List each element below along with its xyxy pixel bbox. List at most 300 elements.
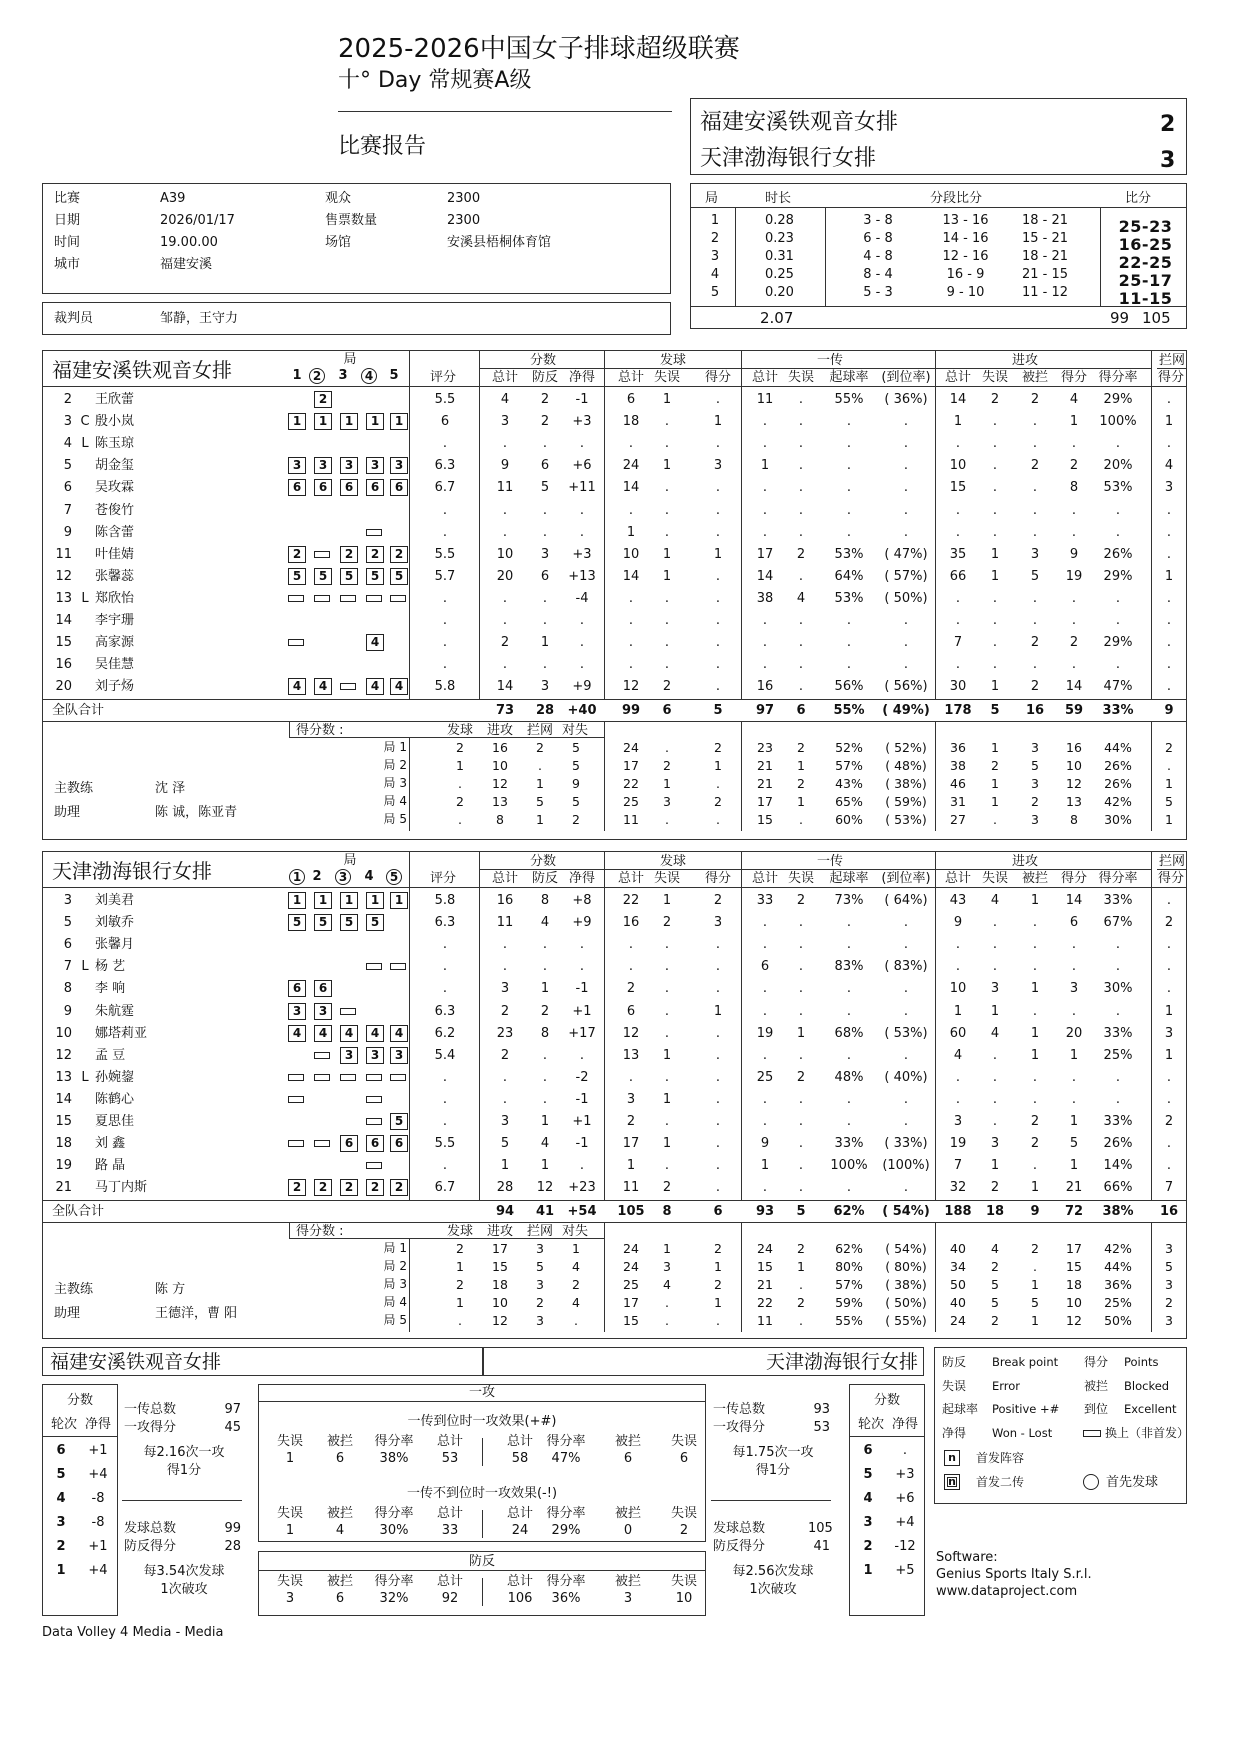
rotation-net: +4 bbox=[88, 1467, 108, 1482]
team_b-hdr-blk: 得分 bbox=[1158, 871, 1185, 886]
stat-s_tot: 22 bbox=[622, 893, 640, 908]
stat-r_err: . bbox=[798, 436, 804, 452]
player-number: 18 bbox=[55, 1136, 72, 1152]
set-s_tot: 15 bbox=[623, 1312, 639, 1328]
team_b-hdr-r_pos: 起球率 bbox=[829, 871, 869, 886]
set-s_pts: 2 bbox=[714, 740, 722, 756]
stat-s_pts: 1 bbox=[713, 1003, 723, 1019]
v-rule bbox=[741, 1222, 742, 1332]
stat-s_err: 1 bbox=[662, 546, 672, 562]
stat-s_err: . bbox=[664, 590, 670, 606]
stat-blk: . bbox=[1166, 679, 1172, 695]
stat-r_exc: . bbox=[903, 1003, 909, 1019]
stat-pts: 5 bbox=[500, 1136, 510, 1152]
stat-a_blk: . bbox=[1032, 414, 1038, 430]
stat-a_pts: 1 bbox=[1069, 1158, 1079, 1174]
set-a_pct: 26% bbox=[1104, 758, 1132, 774]
stat-a_pts: 5 bbox=[1069, 1136, 1079, 1152]
set-s_err: 1 bbox=[663, 776, 671, 791]
set-a_blk: 2 bbox=[1031, 1241, 1039, 1257]
stat-s_pts: . bbox=[715, 502, 721, 518]
player-number: 12 bbox=[55, 1047, 72, 1063]
legend-desc: Positive +# bbox=[992, 1402, 1060, 1416]
legend-term: 失误 bbox=[942, 1378, 967, 1393]
stat-r_pos: . bbox=[846, 981, 852, 997]
stat-blk: . bbox=[1166, 392, 1172, 407]
stat-s_err: . bbox=[664, 959, 670, 975]
stat-s_pts: 2 bbox=[713, 893, 723, 908]
set-a_tot: 24 bbox=[950, 1312, 966, 1328]
stat-a_tot: . bbox=[955, 959, 961, 975]
stat-blk: . bbox=[1166, 613, 1172, 628]
v-rule bbox=[289, 1222, 290, 1239]
stat-r_tot: 9 bbox=[760, 1136, 770, 1152]
set-a_pct: 44% bbox=[1104, 740, 1132, 756]
h-rule bbox=[42, 887, 1187, 888]
sideout-ratio2: 得1分 bbox=[166, 1463, 202, 1478]
set-number: 1 bbox=[710, 213, 720, 228]
team_a-hdr-reception: 一传 bbox=[816, 353, 843, 368]
team_a-set-col-1: 1 bbox=[292, 368, 302, 383]
stat-r_pos: . bbox=[846, 524, 852, 540]
breakpoint-ratio: 每3.54次发球 bbox=[143, 1564, 225, 1579]
info-label: 比赛 bbox=[54, 191, 81, 206]
set-r_err: 1 bbox=[797, 758, 805, 774]
stat-s_tot: . bbox=[628, 937, 634, 953]
set-r_pos: 62% bbox=[835, 1241, 863, 1257]
starter-marker: 6 bbox=[288, 980, 306, 997]
set-a_blk: 2 bbox=[1031, 793, 1039, 809]
v-rule bbox=[741, 350, 742, 699]
stat-bp: 2 bbox=[540, 392, 550, 407]
col-header: 总计 bbox=[436, 1506, 463, 1521]
team_b-hdr-attack: 进攻 bbox=[1011, 854, 1038, 869]
legend-desc: Won - Lost bbox=[992, 1425, 1053, 1440]
info-label: 观众 bbox=[325, 191, 352, 206]
starter-marker: 4 bbox=[390, 678, 408, 695]
stat-s_tot: . bbox=[628, 613, 634, 628]
set-label: 局 1 bbox=[383, 1241, 407, 1256]
player-number: 2 bbox=[63, 392, 72, 407]
stat-r_exc: ( 53%) bbox=[884, 1025, 928, 1041]
info-label: 城市 bbox=[54, 257, 81, 272]
team_a-hdr-grade: 评分 bbox=[429, 370, 456, 385]
stat-r_exc: . bbox=[903, 915, 909, 931]
stat-s_pts: . bbox=[715, 937, 721, 953]
player-rotation bbox=[288, 524, 403, 542]
stat-a_err: . bbox=[992, 959, 998, 975]
rotation-number: 1 bbox=[863, 1563, 873, 1578]
player-rotation bbox=[288, 678, 403, 696]
stat-a_tot: 14 bbox=[949, 392, 967, 407]
stat-r_tot: . bbox=[762, 502, 768, 518]
stat-a_blk: . bbox=[1032, 613, 1038, 628]
player-number: 5 bbox=[63, 458, 72, 474]
starter-marker: 3 bbox=[314, 1003, 332, 1020]
starter-marker: 5 bbox=[288, 568, 306, 585]
stat-s_tot: . bbox=[628, 959, 634, 975]
set-s_err: 3 bbox=[663, 1259, 671, 1275]
set-a_err: 2 bbox=[991, 1259, 999, 1275]
stat-s_pts: . bbox=[715, 679, 721, 695]
sub-marker bbox=[314, 1052, 330, 1059]
set-opp-err: 5 bbox=[572, 793, 580, 809]
player-number: 6 bbox=[63, 480, 72, 496]
stat-s_tot: 6 bbox=[626, 392, 636, 407]
team_b-hdr-s_tot: 总计 bbox=[617, 871, 644, 886]
stat-a_pct: 30% bbox=[1103, 981, 1133, 997]
bad-reception-title: 一传不到位时一攻效果(-!) bbox=[406, 1486, 558, 1501]
col-value: 30% bbox=[379, 1523, 409, 1538]
stat-a_tot: 35 bbox=[949, 546, 967, 562]
player-rotation bbox=[288, 1025, 403, 1043]
player-rotation bbox=[288, 502, 403, 520]
player-number: 3 bbox=[63, 893, 72, 908]
stat-r_exc: . bbox=[903, 502, 909, 518]
team_a-hdr-bp: 防反 bbox=[531, 370, 558, 385]
rotation-number: 5 bbox=[863, 1467, 873, 1482]
stat-pts: 3 bbox=[500, 1114, 510, 1129]
stat-blk: 1 bbox=[1164, 414, 1174, 430]
stat-bp: . bbox=[542, 1047, 548, 1063]
rotation-net: -8 bbox=[91, 1491, 105, 1506]
stat-r_err: . bbox=[798, 657, 804, 673]
starter-marker: 1 bbox=[366, 892, 384, 909]
stat-s_err: . bbox=[664, 436, 670, 452]
h-rule bbox=[935, 869, 1151, 870]
setter-marker-legend: n bbox=[944, 1474, 960, 1490]
legend-desc: Error bbox=[992, 1378, 1021, 1393]
stat-pts: . bbox=[502, 657, 508, 673]
legend-first-serve: 首先发球 bbox=[1106, 1475, 1159, 1490]
team_b-assist-label: 助理 bbox=[54, 1306, 81, 1322]
set-a_err: 2 bbox=[991, 1312, 999, 1328]
v-rule bbox=[741, 851, 742, 1200]
stat-r_pos: . bbox=[846, 937, 852, 953]
stat-bp: . bbox=[542, 657, 548, 673]
stat-r_tot: . bbox=[762, 937, 768, 953]
stat-a_err: 4 bbox=[990, 893, 1000, 908]
stat-bp: 1 bbox=[540, 635, 550, 651]
stat-r_pos: . bbox=[846, 613, 852, 628]
h-rule bbox=[604, 869, 741, 870]
sub-marker bbox=[288, 595, 304, 602]
stat-a_tot: 10 bbox=[949, 458, 967, 474]
stat-r_exc: . bbox=[903, 657, 909, 673]
stat-a_blk: . bbox=[1032, 480, 1038, 496]
stat-blk: 1 bbox=[1164, 568, 1174, 584]
stat-r_tot: . bbox=[762, 414, 768, 430]
stat-a_pts: 6 bbox=[1069, 915, 1079, 931]
v-rule bbox=[409, 350, 410, 699]
set-s_tot: 24 bbox=[623, 740, 639, 756]
set-partial-3: 18 - 21 bbox=[1021, 249, 1069, 264]
set-opp-err: 2 bbox=[572, 1277, 580, 1292]
stat-net: . bbox=[579, 1047, 585, 1063]
set-attack-pts: 12 bbox=[492, 1312, 508, 1328]
col-header: 得分率 bbox=[374, 1434, 414, 1449]
stat-pts: 14 bbox=[496, 679, 514, 695]
stat-s_tot: . bbox=[628, 635, 634, 651]
player-role: L bbox=[81, 1069, 89, 1085]
total-a_err: 5 bbox=[990, 703, 1000, 719]
stat-r_err: . bbox=[798, 1158, 804, 1174]
team_a-hdr-a_tot: 总计 bbox=[944, 370, 971, 385]
stat-blk: . bbox=[1166, 502, 1172, 518]
h-rule bbox=[479, 368, 605, 369]
set-r_err: 1 bbox=[797, 793, 805, 809]
team_b-set-col-4: 4 bbox=[364, 869, 374, 884]
set-a_pts: 12 bbox=[1066, 776, 1082, 791]
rotation-number: 1 bbox=[56, 1563, 66, 1578]
set-label: 局 3 bbox=[383, 1277, 407, 1291]
team_a-hdr-r_pos: 起球率 bbox=[829, 370, 869, 385]
stat-grade: 5.8 bbox=[434, 893, 456, 908]
stat-r_exc: . bbox=[903, 635, 909, 651]
col-header: 得分率 bbox=[374, 1506, 414, 1521]
set-a_err: 1 bbox=[991, 793, 999, 809]
player-number: 7 bbox=[63, 959, 72, 975]
stat-r_err: 4 bbox=[796, 590, 806, 606]
stat-a_blk: 2 bbox=[1030, 1136, 1040, 1152]
player-name: 叶佳婧 bbox=[95, 546, 135, 562]
stat-net: . bbox=[579, 502, 585, 518]
set-duration: 0.20 bbox=[765, 285, 794, 300]
player-number: 15 bbox=[55, 1114, 72, 1129]
stat-s_tot: 2 bbox=[626, 1114, 636, 1129]
rotation-number: 2 bbox=[56, 1539, 66, 1554]
set-block-pts: 3 bbox=[536, 1312, 544, 1328]
team_a-hdr-net: 净得 bbox=[568, 370, 595, 385]
stat-r_tot: 33 bbox=[756, 893, 774, 908]
stat-r_pos: . bbox=[846, 436, 852, 452]
total-r_err: 6 bbox=[796, 703, 806, 719]
stat-a_blk: . bbox=[1032, 502, 1038, 518]
col-header: 得分率 bbox=[374, 1574, 414, 1589]
player-name: 孟 豆 bbox=[95, 1047, 126, 1063]
set-opp-err: 9 bbox=[572, 776, 580, 791]
player-rotation bbox=[288, 936, 403, 954]
total-a_blk: 9 bbox=[1030, 1204, 1040, 1220]
set-block-pts: 5 bbox=[536, 793, 544, 809]
stat-r_exc: . bbox=[903, 1047, 909, 1063]
sub-marker-legend bbox=[1083, 1430, 1101, 1437]
starter-marker: 4 bbox=[314, 1025, 332, 1042]
stat-a_pct: . bbox=[1115, 1003, 1121, 1019]
set-r_err: 2 bbox=[797, 776, 805, 791]
stat-r_tot: . bbox=[762, 436, 768, 452]
set-opp-err: . bbox=[574, 1312, 578, 1328]
rotation-net: +4 bbox=[88, 1563, 108, 1578]
team_a-assist-label: 助理 bbox=[54, 805, 81, 821]
stat-blk: 1 bbox=[1164, 1047, 1174, 1063]
sets-col-duration: 时长 bbox=[765, 191, 792, 206]
starter-marker: 5 bbox=[366, 914, 384, 931]
stat-a_pts: 1 bbox=[1069, 1114, 1079, 1129]
set-partial-3: 15 - 21 bbox=[1021, 231, 1069, 246]
stat-s_tot: 2 bbox=[626, 981, 636, 997]
starter-marker: 3 bbox=[366, 457, 384, 474]
stat-s_tot: 16 bbox=[622, 915, 640, 931]
set-s_err: . bbox=[665, 811, 669, 827]
col-header: 被拦 bbox=[614, 1434, 641, 1449]
set-a_pct: 26% bbox=[1104, 776, 1132, 791]
stat-s_tot: . bbox=[628, 1069, 634, 1085]
stat-a_err: 2 bbox=[990, 1180, 1000, 1196]
starter-marker: 6 bbox=[340, 479, 358, 496]
stat-pts: . bbox=[502, 524, 508, 540]
set-blk: 5 bbox=[1165, 793, 1173, 809]
player-name: 殷小岚 bbox=[95, 414, 135, 430]
set-partial-1: 6 - 8 bbox=[863, 231, 893, 246]
player-number: 9 bbox=[63, 524, 72, 540]
player-rotation bbox=[288, 656, 403, 674]
set-number: 4 bbox=[710, 267, 720, 282]
stat-s_err: . bbox=[664, 1158, 670, 1174]
stat-s_err: 2 bbox=[662, 679, 672, 695]
team_a-total-label: 全队合计 bbox=[52, 703, 105, 719]
stat-a_blk: . bbox=[1032, 937, 1038, 953]
starter-marker: 1 bbox=[340, 892, 358, 909]
player-rotation bbox=[288, 892, 403, 910]
sub-marker bbox=[366, 1096, 382, 1103]
stat-r_err: . bbox=[798, 414, 804, 430]
player-name: 陈鹤心 bbox=[95, 1091, 135, 1107]
set-blk: 1 bbox=[1165, 811, 1173, 827]
summary-team-b: 天津渤海银行女排 bbox=[765, 1351, 918, 1373]
stat-r_err: . bbox=[798, 959, 804, 975]
stat-s_tot: 14 bbox=[622, 568, 640, 584]
stat-a_err: . bbox=[992, 915, 998, 931]
set-a_blk: 1 bbox=[1031, 1312, 1039, 1328]
v-rule bbox=[604, 851, 605, 1200]
set-blk: . bbox=[1167, 758, 1171, 774]
stat-bp: 12 bbox=[536, 1180, 554, 1196]
player-name: 朱航霆 bbox=[95, 1003, 135, 1019]
stat-net: +1 bbox=[572, 1114, 592, 1129]
stat-a_pct: 33% bbox=[1103, 1025, 1133, 1041]
h-rule bbox=[42, 386, 1187, 387]
stat-s_tot: . bbox=[628, 590, 634, 606]
stat-a_tot: 7 bbox=[953, 1158, 963, 1174]
set-blk: 2 bbox=[1165, 1294, 1173, 1310]
sideout-ratio2: 得1分 bbox=[755, 1463, 791, 1478]
stat-grade: . bbox=[442, 959, 448, 975]
set-duration: 0.28 bbox=[765, 213, 794, 228]
stat-r_tot: . bbox=[762, 1114, 768, 1129]
set-a_tot: 27 bbox=[950, 811, 966, 827]
h-rule bbox=[741, 869, 935, 870]
team_b-hdr-pts: 总计 bbox=[491, 871, 518, 886]
set-attack-pts: 10 bbox=[492, 1294, 508, 1310]
starter-marker: 1 bbox=[288, 892, 306, 909]
stat-r_tot: . bbox=[762, 1047, 768, 1063]
team_b-hdr-block: 拦网 bbox=[1158, 854, 1185, 869]
stat-a_err: . bbox=[992, 502, 998, 518]
stat-s_pts: . bbox=[715, 568, 721, 584]
player-rotation bbox=[288, 1135, 403, 1153]
stat-a_err: . bbox=[992, 480, 998, 496]
stat-s_err: . bbox=[664, 414, 670, 430]
player-number: 20 bbox=[55, 679, 72, 695]
set-attack-pts: 17 bbox=[492, 1241, 508, 1257]
stat-a_pts: 14 bbox=[1065, 679, 1083, 695]
stat-net: +13 bbox=[568, 568, 596, 584]
set-a_err: . bbox=[993, 811, 997, 827]
player-rotation bbox=[288, 435, 403, 453]
col-value: 0 bbox=[623, 1523, 633, 1538]
legend-desc: Excellent bbox=[1124, 1402, 1177, 1416]
stat-a_err: . bbox=[992, 414, 998, 430]
stat-blk: . bbox=[1166, 546, 1172, 562]
sub-marker bbox=[390, 963, 406, 970]
stat-s_pts: . bbox=[715, 392, 721, 407]
stat-bp: 2 bbox=[540, 1003, 550, 1019]
starter-marker: 3 bbox=[366, 1047, 384, 1064]
stat-net: . bbox=[579, 436, 585, 452]
stat-pts: 23 bbox=[496, 1025, 514, 1041]
v-rule bbox=[935, 1222, 936, 1332]
starter-marker: 2 bbox=[288, 546, 306, 563]
stat-net: -1 bbox=[575, 1091, 589, 1107]
footer-text: Data Volley 4 Media - Media bbox=[42, 1625, 224, 1640]
stat-a_blk: . bbox=[1032, 1069, 1038, 1085]
stat-net: +9 bbox=[572, 679, 592, 695]
player-name: 刘敏乔 bbox=[95, 915, 135, 931]
legend-desc: Break point bbox=[992, 1355, 1059, 1369]
starter-marker: 5 bbox=[314, 914, 332, 931]
stat-a_err: . bbox=[992, 1069, 998, 1085]
set-a_pct: 42% bbox=[1104, 793, 1132, 809]
team_a-coach: 沈 泽 bbox=[155, 781, 186, 797]
stat-s_err: . bbox=[664, 981, 670, 997]
stat-r_exc: . bbox=[903, 436, 909, 452]
team_b-scoreby-col-op: 对失 bbox=[561, 1224, 588, 1240]
set-r_pos: 59% bbox=[835, 1294, 863, 1310]
stat-r_exc: ( 50%) bbox=[884, 590, 928, 606]
stat-r_tot: . bbox=[762, 1091, 768, 1107]
stat-a_pct: 29% bbox=[1103, 568, 1133, 584]
stat-net: +17 bbox=[568, 1025, 596, 1041]
stat-grade: 5.7 bbox=[434, 568, 456, 584]
starter-marker: 2 bbox=[288, 1179, 306, 1196]
set-a_pct: 36% bbox=[1104, 1277, 1132, 1292]
stat-blk: 2 bbox=[1164, 915, 1174, 931]
starter-marker: 3 bbox=[288, 1003, 306, 1020]
stat-a_blk: 5 bbox=[1030, 568, 1040, 584]
set-s_pts: 2 bbox=[714, 793, 722, 809]
stat-net: -1 bbox=[575, 981, 589, 997]
set-a_blk: 1 bbox=[1031, 1277, 1039, 1292]
set-s_err: . bbox=[665, 1312, 669, 1328]
serve-total-label: 发球总数 bbox=[713, 1521, 766, 1536]
stat-s_tot: 24 bbox=[622, 458, 640, 474]
rotation-net: +3 bbox=[895, 1467, 915, 1482]
stat-a_tot: . bbox=[955, 590, 961, 606]
set-s_tot: 17 bbox=[623, 758, 639, 774]
set-block-pts: . bbox=[538, 758, 542, 774]
stat-r_tot: . bbox=[762, 657, 768, 673]
set-label: 局 4 bbox=[383, 793, 407, 808]
stat-bp: 5 bbox=[540, 480, 550, 496]
stat-s_tot: 3 bbox=[626, 1091, 636, 1107]
stat-a_tot: 3 bbox=[953, 1114, 963, 1129]
player-number: 4 bbox=[63, 436, 72, 452]
stat-r_exc: ( 83%) bbox=[884, 959, 928, 975]
info-value: 2300 bbox=[447, 191, 481, 206]
col-header: 被拦 bbox=[326, 1506, 353, 1521]
set-r_exc: ( 59%) bbox=[885, 793, 927, 809]
